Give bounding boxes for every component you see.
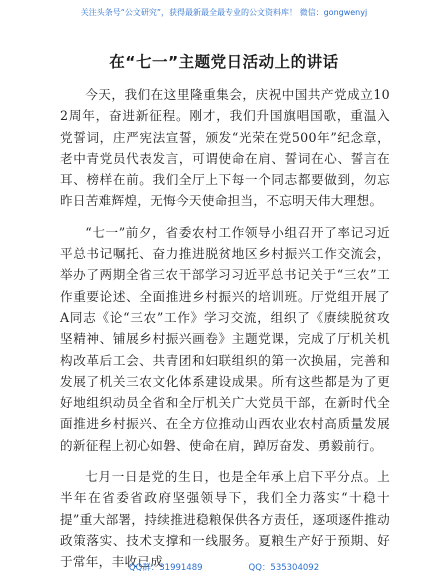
footer-contacts — [0, 561, 448, 573]
paragraph-1: 今天，我们在这里隆重集会，庆祝中国共产党成立102周年，奋进新征程。刚才，我们升国旗唱国歌，重温入党誓词，庄严宪法宣誓，颁发“光荣在党500年”纪念章，老中青党员代表发言，可谓使命在肩、誓词在心、誓言在耳、榜样在前。我们全厅上下每一个同志都要做到，勿忘昨日苦难辉煌，无悔今天使命担当，不忘明天伟大理想。 — [60, 87, 390, 209]
document-title: 在“七一”主题党日活动上的讲话 — [109, 53, 339, 71]
promo-banner: 关注头条号“公文研究”，获得最新最全最专业的公文资料库！ 微信：gongwenyj — [80, 8, 368, 17]
paragraph-3: 七月一日是党的生日，也是全年承上启下平分点。上半年在省委省政府坚强领导下，我们全力落实“十稳十提”重大部署，持续推进稳粮保供各方责任，逐项逐件推动政策落实、技术支撑和一线服务。夏粮生产好于预期、好于常年，丰收已成 — [60, 469, 390, 570]
footer-qq-group: QQ群：31991489 — [128, 563, 203, 573]
paragraph-2: “七一”前夕，省委农村工作领导小组召开了率记习近平总书记嘱托、奋力推进脱贫地区乡村振兴工作交流会，举办了两期全省三农干部学习习近平总书记关于“三农”工作重要论述、全面推进乡村振兴的培训班。厅党组开展了A同志《论“三农”工作》学习交流，组织了《赓续脱贫攻坚精神、铺展乡村振兴画卷》主题党课，完成了厅机关机构改革后工会、共青团和妇联组织的第一次换届，完善和发展了机关三农文化体系建设成果。所有这些都是为了更好地组织动员全省和全厅机关广大党员干部，在新时代全面推进乡村振兴、在全方位推动山西农业农村高质量发展的新征程上初心如磐、使命在肩，踔厉奋发、勇毅前行。 — [60, 224, 390, 453]
document-body — [60, 84, 390, 580]
footer-qq-number: QQ：535304092 — [248, 563, 320, 573]
